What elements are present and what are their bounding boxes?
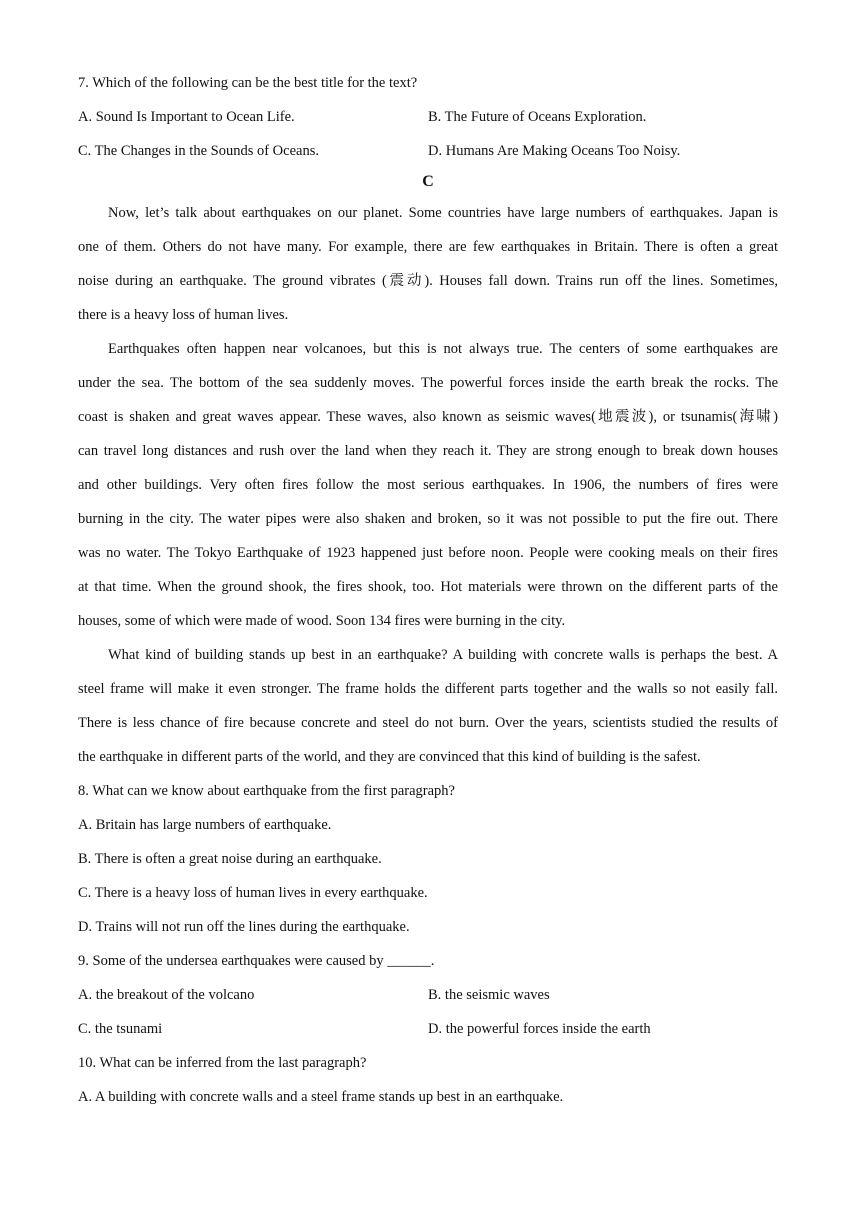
q9-options-row-1 — [78, 978, 778, 1012]
q7-option-d: D. Humans Are Making Oceans Too Noisy. — [428, 143, 681, 159]
q7-option-b: B. The Future of Oceans Exploration. — [428, 109, 647, 125]
paragraph-3 — [78, 638, 778, 774]
paragraph-line: burning in the city. The water pipes were also shaken and broken, so it was not possible to put the fire out. There — [78, 511, 778, 527]
paragraph-line: was no water. The Tokyo Earthquake of 1923 happened just before noon. People were cooking meals on their fires — [78, 545, 778, 561]
q8-option-a: A. Britain has large numbers of earthquake. — [78, 817, 332, 833]
paragraph-line: noise during an earthquake. The ground vibrates (震动). Houses fall down. Trains run off the lines. Sometimes, — [78, 273, 778, 289]
paragraph-line: Now, let’s talk about earthquakes on our planet. Some countries have large numbers of earthquakes. Japan is — [108, 205, 778, 221]
q10-option-a: A. A building with concrete walls and a steel frame stands up best in an earthquake. — [78, 1089, 564, 1105]
paragraph-1 — [78, 196, 778, 332]
q9-option-c: C. the tsunami — [78, 1021, 163, 1037]
q9-option-b: B. the seismic waves — [428, 987, 550, 1003]
paragraph-line: houses, some of which were made of wood. Soon 134 fires were burning in the city. — [78, 613, 566, 629]
paragraph-line: There is less chance of fire because concrete and steel do not burn. Over the years, scientists studied the results of — [78, 715, 778, 731]
q7-option-a: A. Sound Is Important to Ocean Life. — [78, 109, 295, 125]
paragraph-line: one of them. Others do not have many. For example, there are few earthquakes in Britain. There is often a great — [78, 239, 778, 255]
paragraph-line: there is a heavy loss of human lives. — [78, 307, 289, 323]
paragraph-line: steel frame will make it even stronger. The frame holds the different parts together and the walls so not easily fall. — [78, 681, 778, 697]
paragraph-line: the earthquake in different parts of the world, and they are convinced that this kind of building is the safest. — [78, 749, 701, 765]
q9-option-a: A. the breakout of the volcano — [78, 987, 255, 1003]
q10-question: 10. What can be inferred from the last paragraph? — [78, 1055, 367, 1071]
q8-option-c: C. There is a heavy loss of human lives in every earthquake. — [78, 885, 428, 901]
q8-option-b: B. There is often a great noise during an earthquake. — [78, 851, 382, 867]
paragraph-line: at that time. When the ground shook, the fires shook, too. Hot materials were thrown on the different parts of the — [78, 579, 778, 595]
document-page — [78, 66, 778, 1114]
q7-option-c: C. The Changes in the Sounds of Oceans. — [78, 143, 319, 159]
q9-options-row-2 — [78, 1012, 778, 1046]
section-title: C — [422, 173, 434, 190]
q8-question: 8. What can we know about earthquake from the first paragraph? — [78, 783, 455, 799]
paragraph-2 — [78, 332, 778, 638]
paragraph-line: and other buildings. Very often fires follow the most serious earthquakes. In 1906, the numbers of fires were — [78, 477, 778, 493]
paragraph-line: under the sea. The bottom of the sea suddenly moves. The powerful forces inside the earth break the rocks. The — [78, 375, 778, 391]
q7-question: 7. Which of the following can be the best title for the text? — [78, 75, 418, 91]
paragraph-line: What kind of building stands up best in an earthquake? A building with concrete walls is perhaps the best. A — [108, 647, 778, 663]
q8-option-d: D. Trains will not run off the lines during the earthquake. — [78, 919, 410, 935]
q9-question: 9. Some of the undersea earthquakes were caused by ______. — [78, 953, 435, 969]
paragraph-line: Earthquakes often happen near volcanoes, but this is not always true. The centers of some earthquakes are — [108, 341, 778, 357]
q9-option-d: D. the powerful forces inside the earth — [428, 1021, 651, 1037]
paragraph-line: can travel long distances and rush over the land when they reach it. They are strong enough to break down houses — [78, 443, 778, 459]
q7-options-row-2 — [78, 134, 778, 168]
q7-options-row-1 — [78, 100, 778, 134]
paragraph-line: coast is shaken and great waves appear. These waves, also known as seismic waves(地震波), or tsunamis(海啸) — [78, 409, 778, 425]
